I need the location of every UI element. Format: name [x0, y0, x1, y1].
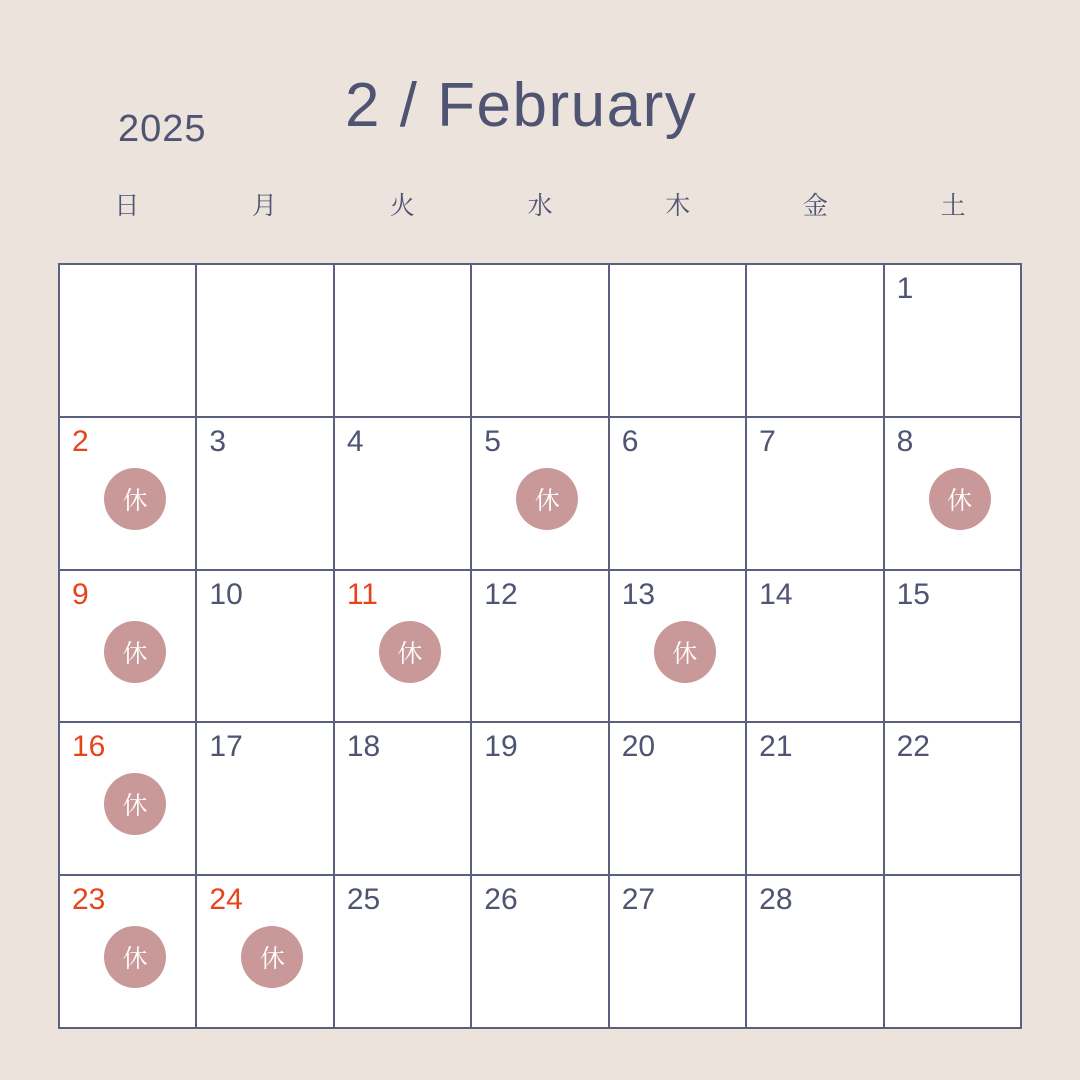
closed-day-badge: 休 — [516, 468, 578, 530]
day-number: 23 — [72, 883, 106, 917]
day-number: 15 — [896, 577, 930, 611]
weekday-header-row — [58, 186, 1022, 222]
calendar-cell-day[interactable] — [197, 723, 334, 876]
day-number: 18 — [346, 730, 381, 764]
calendar-grid — [58, 263, 1022, 1029]
calendar-cell-day[interactable] — [885, 418, 1022, 571]
closed-day-badge: 休 — [654, 621, 716, 683]
closed-day-badge: 休 — [104, 468, 166, 530]
day-number: 3 — [209, 424, 227, 458]
closed-day-badge: 休 — [104, 926, 166, 988]
closed-day-badge: 休 — [929, 468, 991, 530]
closed-day-badge: 休 — [104, 621, 166, 683]
calendar-cell-day[interactable] — [885, 265, 1022, 418]
calendar-cell-day[interactable] — [472, 723, 609, 876]
day-number: 25 — [346, 883, 381, 917]
day-number: 8 — [896, 424, 914, 458]
calendar-cell-day[interactable] — [747, 876, 884, 1029]
day-number: 9 — [72, 577, 89, 611]
calendar-cell-day[interactable] — [747, 571, 884, 724]
calendar-cell-day[interactable] — [610, 723, 747, 876]
day-number: 28 — [759, 883, 793, 917]
calendar-cell-day[interactable] — [472, 418, 609, 571]
day-number: 12 — [484, 577, 518, 611]
day-number: 11 — [346, 577, 378, 611]
month-title: 2 / February — [345, 71, 698, 140]
day-number: 22 — [896, 730, 930, 764]
calendar-cell-day[interactable] — [610, 418, 747, 571]
calendar-cell-empty — [197, 265, 334, 418]
calendar-cell-day[interactable] — [60, 723, 197, 876]
calendar-cell-day[interactable] — [472, 571, 609, 724]
day-number: 2 — [72, 424, 89, 458]
calendar-cell-empty — [60, 265, 197, 418]
calendar-cell-day[interactable] — [610, 571, 747, 724]
weekday-label-2: 火 — [389, 192, 415, 220]
day-number: 26 — [484, 883, 518, 917]
day-number: 19 — [484, 730, 518, 764]
calendar-cell-day[interactable] — [60, 571, 197, 724]
day-number: 21 — [759, 730, 793, 764]
calendar-cell-day[interactable] — [747, 418, 884, 571]
weekday-label-5: 金 — [802, 192, 828, 220]
weekday-label-4: 木 — [665, 192, 691, 220]
weekday-label-6: 土 — [940, 192, 966, 220]
weekday-label-1: 月 — [252, 192, 278, 220]
calendar-cell-day[interactable] — [335, 418, 472, 571]
day-number: 5 — [484, 424, 501, 458]
calendar-cell-empty — [747, 265, 884, 418]
calendar-cell-empty — [885, 876, 1022, 1029]
calendar-cell-day[interactable] — [335, 723, 472, 876]
calendar-cell-empty — [610, 265, 747, 418]
calendar-cell-day[interactable] — [335, 876, 472, 1029]
closed-day-badge: 休 — [379, 621, 441, 683]
calendar-cell-empty — [335, 265, 472, 418]
calendar-header — [0, 70, 1080, 160]
day-number: 4 — [346, 424, 364, 458]
calendar-cell-day[interactable] — [885, 571, 1022, 724]
calendar-cell-day[interactable] — [197, 876, 334, 1029]
day-number: 1 — [896, 272, 914, 305]
day-number: 20 — [621, 730, 656, 764]
calendar-cell-day[interactable] — [335, 571, 472, 724]
day-number: 27 — [621, 883, 656, 917]
calendar-cell-day[interactable] — [197, 418, 334, 571]
closed-day-badge: 休 — [241, 926, 303, 988]
weekday-label-3: 水 — [527, 192, 553, 220]
calendar-cell-day[interactable] — [885, 723, 1022, 876]
closed-day-badge: 休 — [104, 773, 166, 835]
day-number: 17 — [209, 730, 243, 764]
day-number: 16 — [72, 730, 106, 764]
calendar-cell-day[interactable] — [472, 876, 609, 1029]
calendar-cell-day[interactable] — [197, 571, 334, 724]
calendar-cell-day[interactable] — [610, 876, 747, 1029]
weekday-label-0: 日 — [114, 192, 140, 220]
year-label: 2025 — [118, 108, 207, 150]
calendar-cell-day[interactable] — [60, 418, 197, 571]
calendar-cell-empty — [472, 265, 609, 418]
calendar-cell-day[interactable] — [60, 876, 197, 1029]
day-number: 10 — [209, 577, 243, 611]
day-number: 14 — [759, 577, 793, 611]
day-number: 13 — [621, 577, 656, 611]
day-number: 6 — [621, 424, 639, 458]
day-number: 24 — [209, 883, 243, 917]
day-number: 7 — [759, 424, 776, 458]
calendar-cell-day[interactable] — [747, 723, 884, 876]
